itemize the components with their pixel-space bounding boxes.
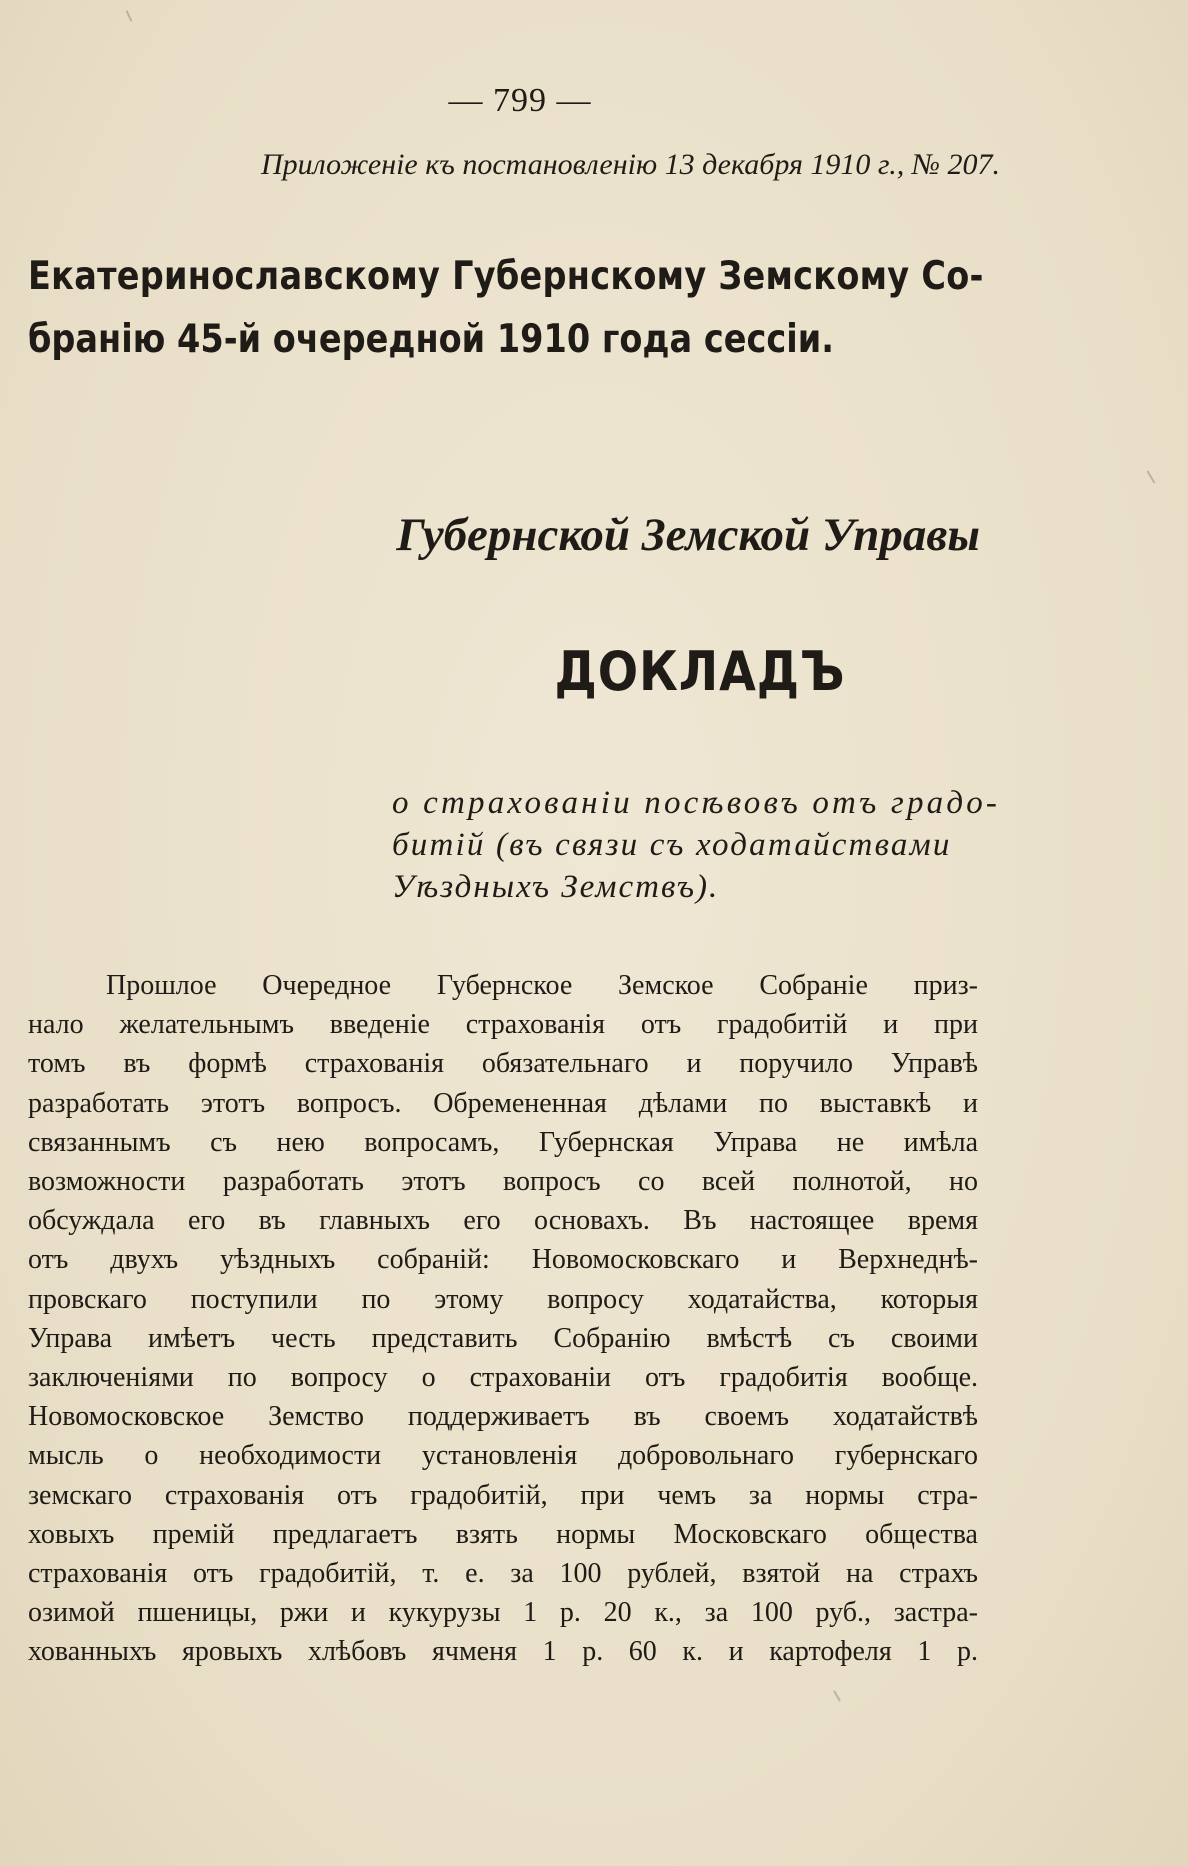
paper-speck [833, 1690, 841, 1701]
body-line: обсуждала его въ главныхъ его основахъ. Въ настоящее время [28, 1205, 978, 1237]
body-line: хованныхъ яровыхъ хлѣбовъ ячменя 1 р. 60 к. и картофеля 1 р. [28, 1636, 978, 1668]
body-line: возможности разработать этотъ вопросъ со всей полнотой, но [28, 1166, 978, 1198]
body-line: томъ въ формѣ страхованія обязательнаго и поручило Управѣ [28, 1048, 978, 1080]
heading-line-2: бранію 45-й очередной 1910 года сессіи. [28, 317, 834, 362]
body-line: страхованія отъ градобитій, т. е. за 100 рублей, взятой на страхъ [28, 1558, 978, 1590]
subject-line-3: Уѣздныхъ Земствъ). [392, 869, 720, 905]
body-line: озимой пшеницы, ржи и кукурузы 1 р. 20 к., за 100 руб., застра- [28, 1597, 978, 1629]
body-line: Прошлое Очередное Губернское Земское Собраніе приз- [106, 970, 978, 1001]
subject-block [392, 782, 1001, 908]
subject-line-2: битій (въ связи съ ходатайствами [392, 827, 952, 863]
body-line: заключеніями по вопросу о страхованіи отъ градобитія вообще. [28, 1362, 978, 1394]
heading-line-1: Екатеринославскому Губернскому Земскому Со- [28, 254, 984, 299]
body-line: мысль о необходимости установленія добровольнаго губернскаго [28, 1440, 978, 1472]
body-line: Новомосковское Земство поддерживаетъ въ своемъ ходатайствѣ [28, 1401, 978, 1433]
appendix-note: Приложеніе къ постановленію 13 декабря 1910 г., № 207. [261, 148, 1000, 181]
body-line: ховыхъ премій предлагаетъ взять нормы Московскаго общества [28, 1518, 978, 1550]
body-line: разработать этотъ вопросъ. Обремененная дѣлами по выставкѣ и [28, 1087, 978, 1119]
body-line: Управа имѣетъ честь представить Собранію вмѣстѣ съ своими [28, 1322, 978, 1354]
body-line: связаннымъ съ нею вопросамъ, Губернская Управа не имѣла [28, 1126, 978, 1158]
body-line: отъ двухъ уѣздныхъ собраній: Новомосковскаго и Верхнеднѣ- [28, 1244, 978, 1276]
body-line: провскаго поступили по этому вопросу ходатайства, которыя [28, 1283, 978, 1315]
page-number: — 799 — [448, 82, 592, 119]
paper-speck [126, 10, 133, 22]
document-heading [28, 245, 984, 371]
paper-speck [1147, 470, 1156, 483]
body-line: земскаго страхованія отъ градобитій, при чемъ за нормы стра- [28, 1479, 978, 1511]
document-title: ДОКЛАДЪ [554, 640, 846, 703]
body-paragraph [28, 966, 978, 1672]
subject-line-1: о страхованіи посѣвовъ отъ градо- [392, 785, 1001, 821]
body-line: нало желательнымъ введеніе страхованія отъ градобитій и при [28, 1009, 978, 1041]
author-line: Губернской Земской Управы [396, 509, 980, 561]
